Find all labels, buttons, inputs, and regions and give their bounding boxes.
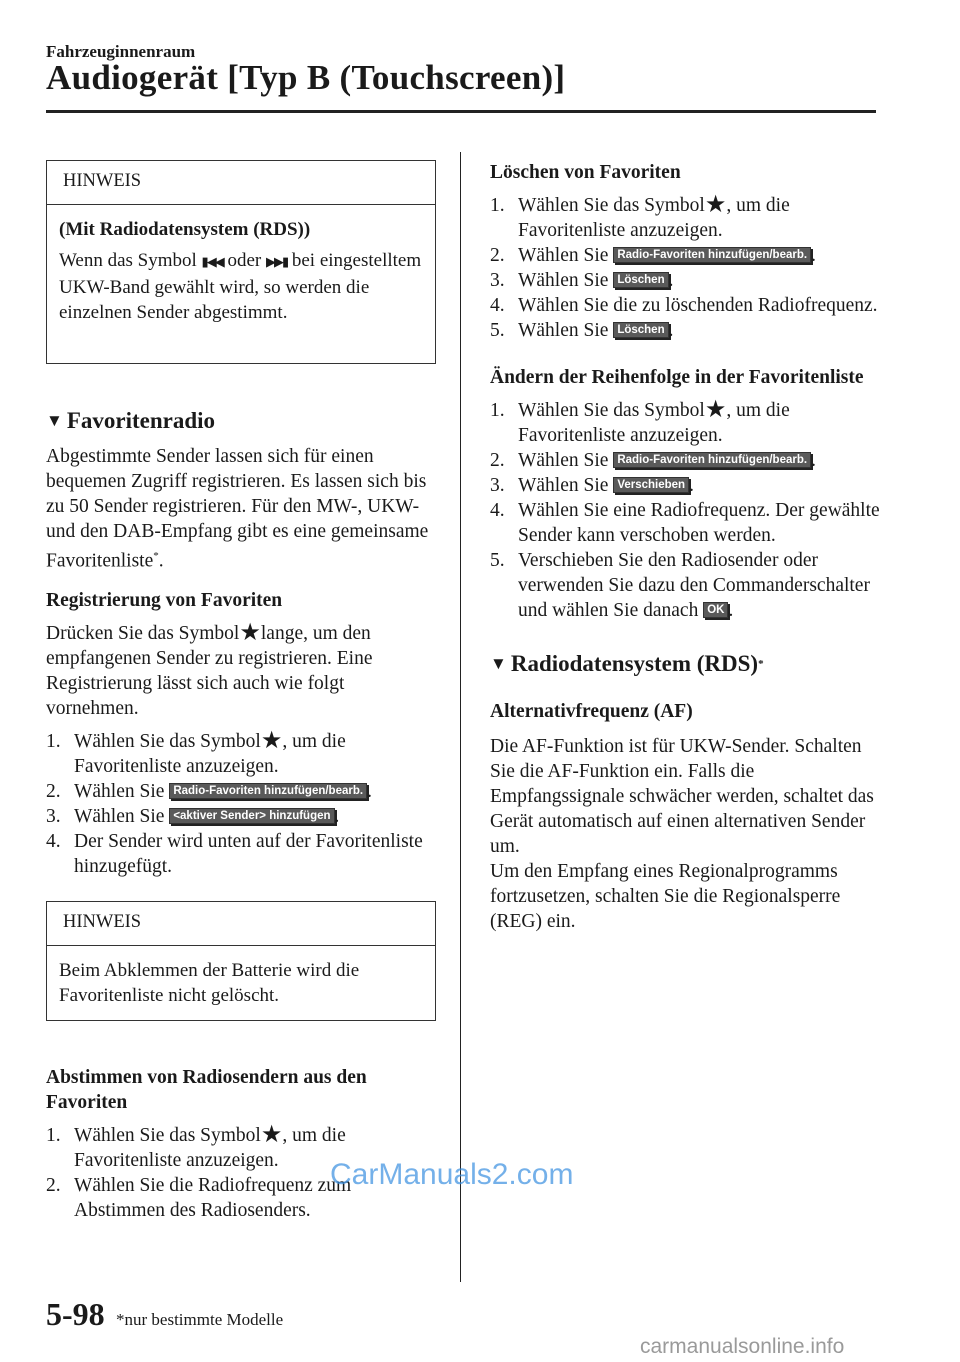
list-item: 1. Wählen Sie das Symbol★, um die Favoritenliste anzuzeigen. <box>46 1121 346 1171</box>
list-item: 3. Wählen Sie Verschieben . <box>490 475 694 496</box>
title-rule <box>46 110 876 113</box>
subheading-abstimmen: Abstimmen von Radiosendern aus den Favoriten <box>46 1066 367 1113</box>
list-item: 2. Wählen Sie die Radiofrequenz zum Abstimmen des Radiosenders. <box>46 1174 352 1221</box>
subheading-af: Alternativfrequenz (AF) <box>490 701 693 722</box>
note-box-battery <box>46 901 436 1021</box>
list-item: 1. Wählen Sie das Symbol★, um die Favoritenliste anzuzeigen. <box>46 727 346 777</box>
add-edit-favorites-button[interactable]: Radio-Favoriten hinzufügen/bearb. <box>613 247 811 263</box>
delete-button[interactable]: Löschen <box>613 322 668 338</box>
list-item: 4. Wählen Sie eine Radiofrequenz. Der gewählte Sender kann verschoben werden. <box>490 500 880 546</box>
note-text: Wenn das Symbol ▮◀◀ oder ▶▶▮ bei eingestelltem UKW-Band gewählt wird, so werden die einzelnen Sender abgestimmt. <box>59 250 422 323</box>
note-heading: HINWEIS <box>47 902 435 946</box>
left-column <box>46 160 436 1223</box>
list-item: 3. Wählen Sie <aktiver Sender> hinzufügen . <box>46 805 340 827</box>
watermark-url: carmanualsonline.info <box>640 1335 845 1358</box>
section-heading-favoritenradio: ▼ Favoritenradio <box>46 408 216 433</box>
star-icon: ★ <box>239 619 261 646</box>
list-item: 4. Wählen Sie die zu löschenden Radiofrequenz. <box>490 295 878 316</box>
registrierung-steps <box>46 729 436 879</box>
move-button[interactable]: Verschieben <box>613 477 689 493</box>
list-item: 5. Verschieben Sie den Radiosender oder verwenden Sie dazu den Commanderschalter und wählen Sie danach OK . <box>490 550 870 621</box>
af-paragraph: Die AF-Funktion ist für UKW-Sender. Schalten Sie die AF-Funktion ein. Falls die Empfangssignale schwächer werden, schaltet das Gerät automatisch auf einen alternativen Sender um. <box>490 736 874 857</box>
list-item: 1. Wählen Sie das Symbol★, um die Favoritenliste anzuzeigen. <box>490 397 790 446</box>
list-item: 2. Wählen Sie Radio-Favoriten hinzufügen/bearb. . <box>490 245 816 266</box>
page-number: 5-98 <box>46 1296 105 1332</box>
seek-forward-icon: ▶▶▮ <box>265 255 288 270</box>
section-triangle-icon: ▼ <box>46 411 63 430</box>
list-item: 4. Der Sender wird unten auf der Favoritenliste hinzugefügt. <box>46 830 423 877</box>
add-edit-favorites-button[interactable]: Radio-Favoriten hinzufügen/bearb. <box>613 452 811 468</box>
add-edit-favorites-button[interactable]: Radio-Favoriten hinzufügen/bearb. <box>169 783 367 799</box>
reg-paragraph: Um den Empfang eines Regionalprogramms fortzusetzen, schalten Sie die Regionalsperre (REG) ein. <box>490 861 841 932</box>
reihenfolge-steps <box>490 398 880 623</box>
registrierung-paragraph: Drücken Sie das Symbol★lange, um den empfangenen Sender zu registrieren. Eine Registrierung lässt sich auch wie folgt vornehmen. <box>46 619 373 719</box>
section-triangle-icon: ▼ <box>490 654 507 673</box>
subheading-reihenfolge: Ändern der Reihenfolge in der Favoritenliste <box>490 367 864 388</box>
column-divider <box>460 152 461 1282</box>
subheading-loeschen: Löschen von Favoriten <box>490 162 681 183</box>
note-box-rds <box>46 160 436 364</box>
breadcrumb: Fahrzeuginnenraum <box>46 42 196 61</box>
section-heading-rds: ▼ Radiodatensystem (RDS) * <box>490 651 764 676</box>
list-item: 1. Wählen Sie das Symbol★, um die Favoritenliste anzuzeigen. <box>490 192 790 241</box>
note-body <box>47 205 435 339</box>
right-column <box>490 160 880 934</box>
subheading-registrierung: Registrierung von Favoriten <box>46 589 283 611</box>
add-active-station-button[interactable]: <aktiver Sender> hinzufügen <box>169 808 334 824</box>
star-icon: ★ <box>704 192 727 218</box>
note-body <box>47 946 435 1022</box>
favoriten-paragraph: Abgestimmte Sender lassen sich für einen bequemen Zugriff registrieren. Es lassen sich bis zu 50 Sender registrieren. Für den MW-, UKW- und den DAB-Empfang gibt es eine gemeinsame Favoritenliste*. <box>46 446 429 572</box>
page-title: Audiogerät [Typ B (Touchscreen)] <box>46 58 566 97</box>
star-icon: ★ <box>260 727 283 754</box>
watermark-logo: CarManuals2.com <box>330 1158 574 1191</box>
note-heading: HINWEIS <box>47 161 435 205</box>
note-subheading: (Mit Radiodatensystem (RDS)) <box>59 219 311 240</box>
list-item: 5. Wählen Sie Löschen . <box>490 320 674 341</box>
list-item: 2. Wählen Sie Radio-Favoriten hinzufügen/bearb. . <box>490 450 816 471</box>
delete-button[interactable]: Löschen <box>613 272 668 288</box>
list-item: 2. Wählen Sie Radio-Favoriten hinzufügen/bearb. . <box>46 780 372 802</box>
list-item: 3. Wählen Sie Löschen . <box>490 270 674 291</box>
note-text: Beim Abklemmen der Batterie wird die Favoritenliste nicht gelöscht. <box>59 959 360 1006</box>
footnote: *nur bestimmte Modelle <box>116 1310 284 1329</box>
loeschen-steps <box>490 193 880 343</box>
star-icon: ★ <box>704 397 727 423</box>
seek-back-icon: ▮◀◀ <box>201 255 223 270</box>
star-icon: ★ <box>260 1121 283 1148</box>
ok-button[interactable]: OK <box>703 602 728 618</box>
